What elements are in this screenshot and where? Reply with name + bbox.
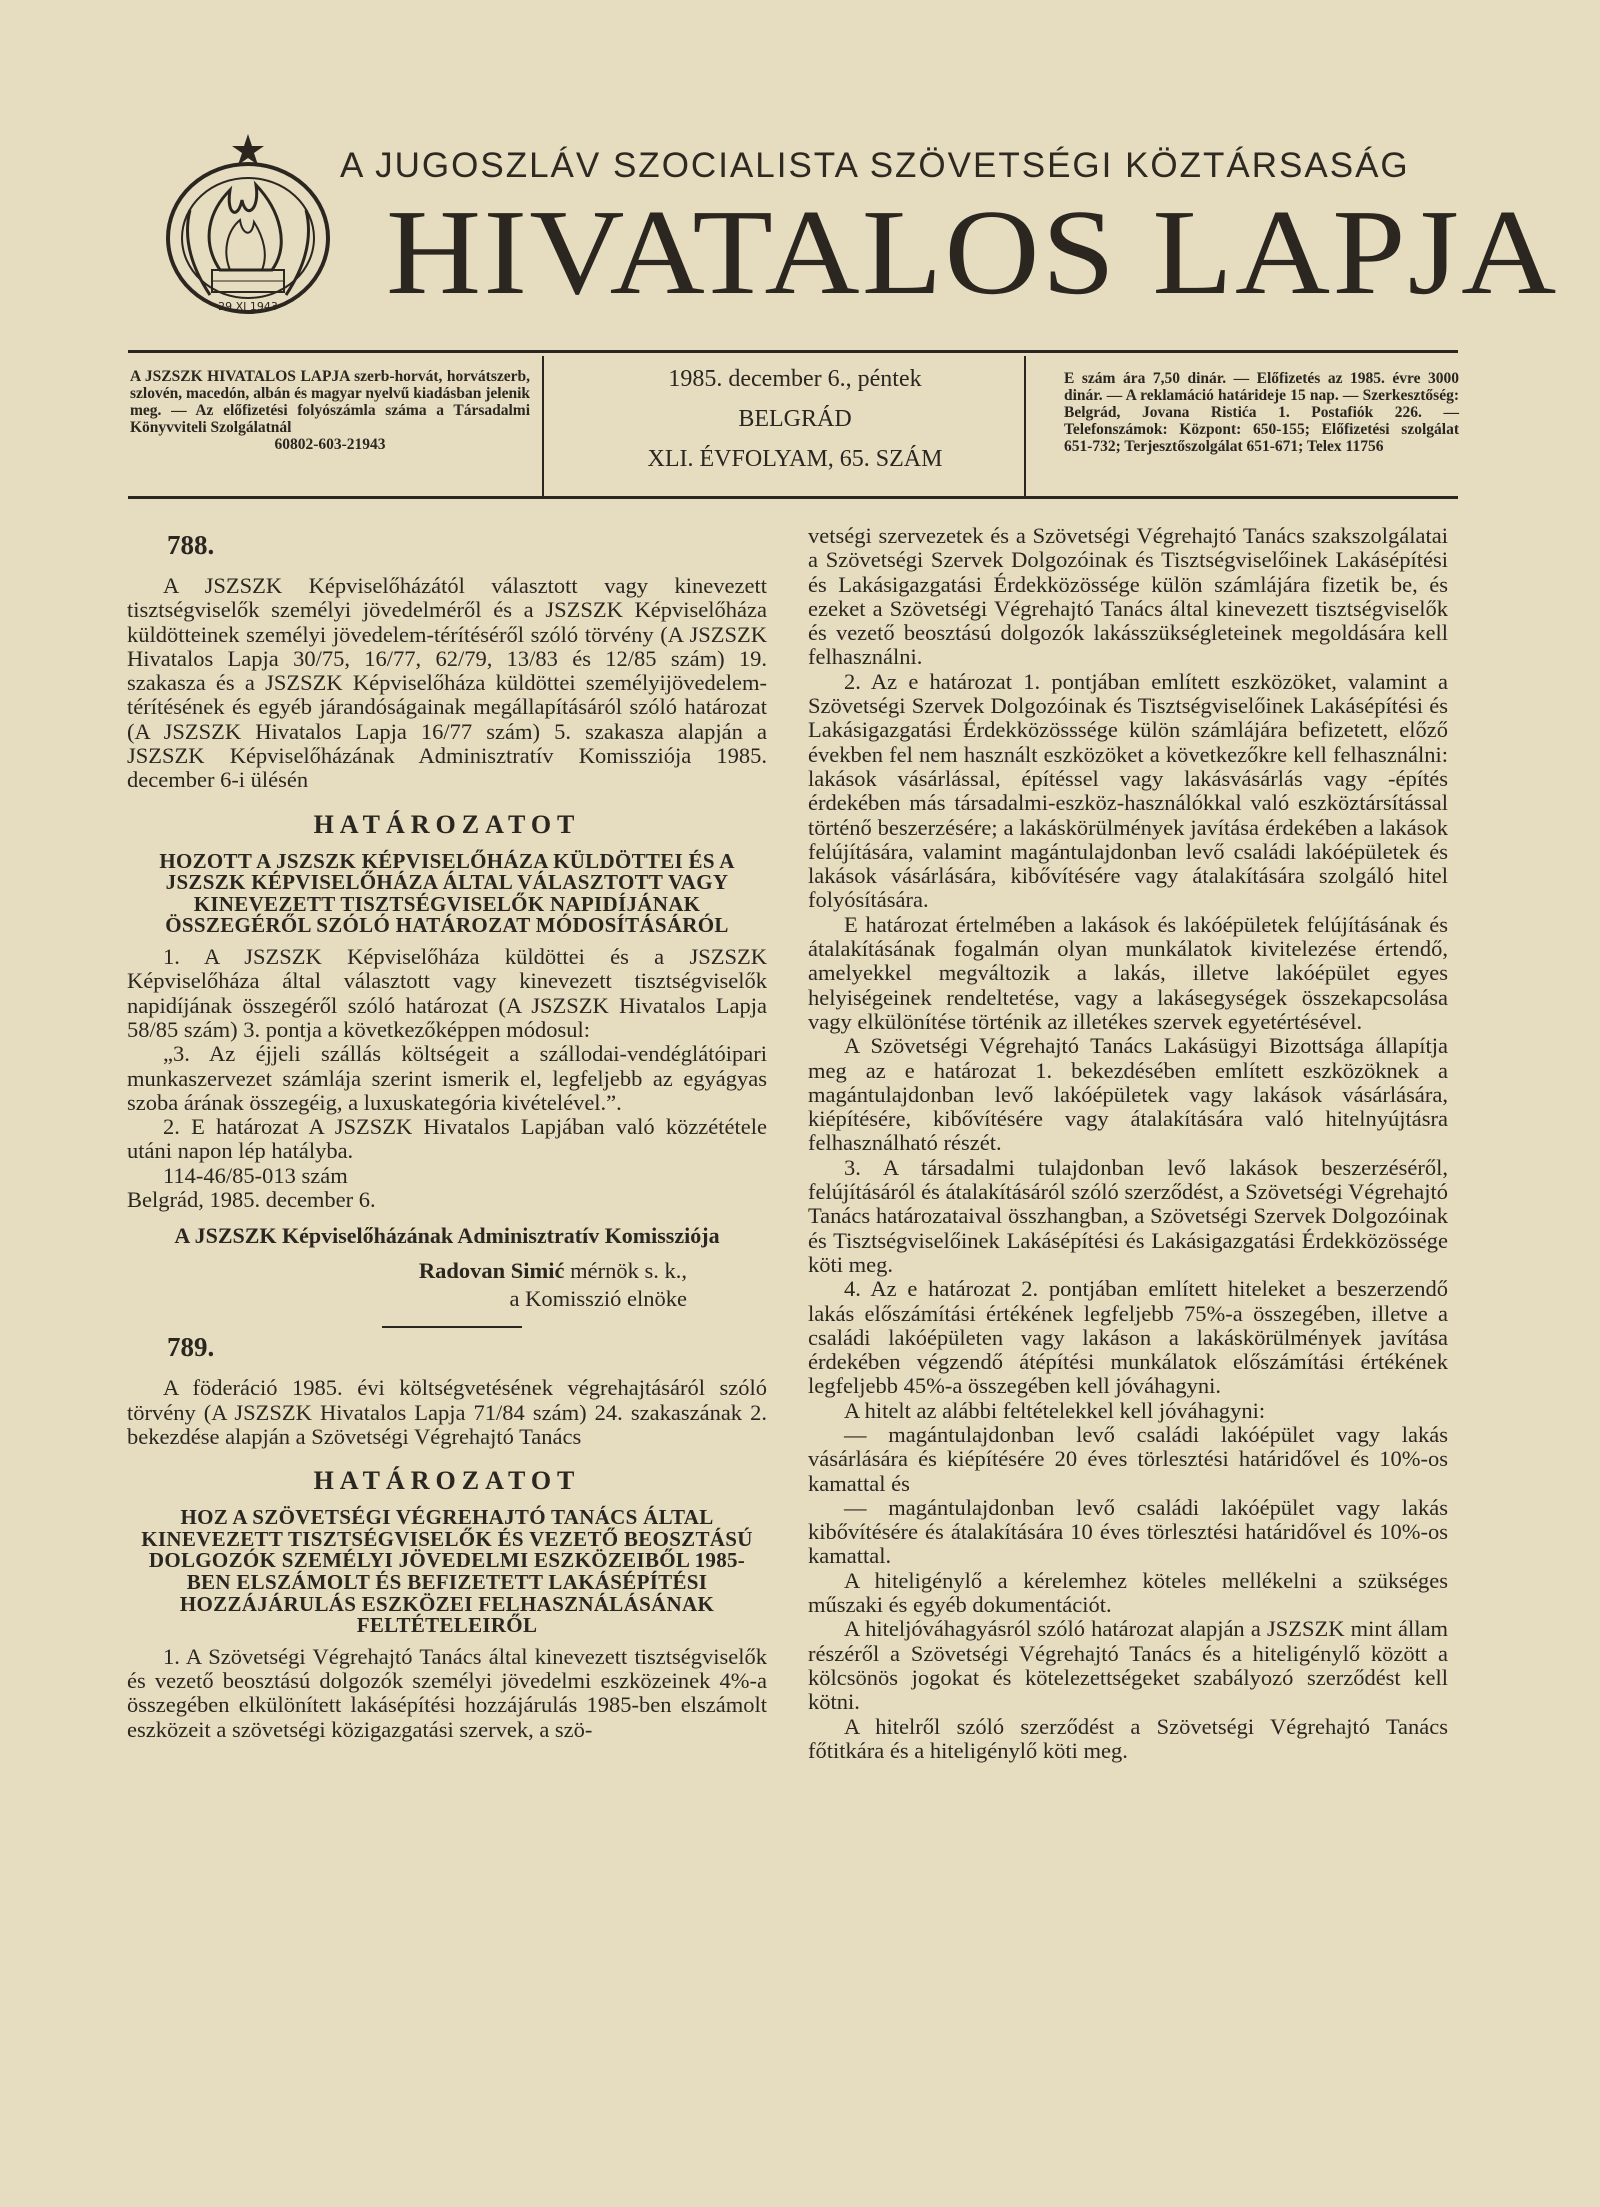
signatory-organization: A JSZSZK Képviselőházának Adminisztratív Komissziója [174,1223,720,1249]
item-number-789: 789. [167,1332,215,1363]
reference-date: Belgrád, 1985. december 6. [127,1187,376,1213]
item-number-788: 788. [167,530,215,560]
issue-volume: XLI. ÉVFOLYAM, 65. SZÁM [647,446,943,472]
info-divider-left [542,356,544,498]
masthead-rule-top [128,350,1458,353]
paragraph-789-2: 2. Az e határozat 1. pontjában említett eszközöket, valamint a Szövetségi Szervek Dolgozóinak és Tisztségviselőinek Lakásépítési és Lakásigazgatási Érdekközösssége külön számlájára befizetett, előző években fel nem használt eszközöket a következőkre kell felhasználni: lakások vásárlással, építéssel vagy lakásvásárlás vagy -építés érdekében más társadalmi-eszköz-használókkal való eszköztársítással történő beszerzésére; a lakáskörülmények javítása érdekében a lakások felújítására, valamint magántulajdonban levő családi lakóépületek és lakások vásárlására, kibővítésére vagy átalakítására szolgáló hitel folyósítására. [808,668,1448,913]
heading-hatarozatot-789: HATÁROZATOT [313,1466,581,1496]
paragraph-789-2-definition: E határozat értelmében a lakások és lakóépületek felújításának és átalakításának fogalmán olyan munkálatok kivitelezése értendő, amelyekkel megváltozik a lakás, illetve lakóépület egyes helyiségeinek rendeltetése, vagy a lakásegységek összekapcsolása vagy elkülönítése történik az illetékes szervek egyetértésével. [808,911,1448,1034]
paragraph-789-1-cont: vetségi szervezetek és a Szövetségi Végrehajtó Tanács szakszolgálatai a Szövetségi Szervek Dolgozóinak és Tisztségviselőinek Lakásépítési és Lakásigazgatási Érdekközössége külön számlájára fizetik be, és ezeket a Szövetségi Végrehajtó Tanács által kinevezett tisztségviselők és vezető beosztású dolgozók lakásszükségleteinek megoldására kell felhasználni. [808,523,1448,670]
intro-788: A JSZSZK Képviselőházától választott vagy kinevezett tisztségviselők személyi jövedelméről és a JSZSZK Képviselőháza küldötteinek személyi jövedelem-térítéséről szóló törvény (A JSZSZK Hivatalos Lapja 30/75, 16/77, 62/79, 13/83 és 12/85 szám) 19. szakasza és a JSZSZK Képviselőháza küldöttei személyijövedelem-térítésének és egyéb járandóságainak megállapításáról szóló határozat (A JSZSZK Hivatalos Lapja 16/77 szám) 5. szakasza alapján a JSZSZK Képviselőházának Adminisztratív Komissziója 1985. december 6-i ülésén [127,573,767,793]
right-column [808,524,1448,1763]
paragraph-789-4-conditions: A hitelt az alábbi feltételekkel kell jóváhagyni: [844,1397,1266,1423]
issue-info [560,366,1030,486]
paragraph-788-quote: „3. Az éjjeli szállás költségeit a szállodai-vendéglátóipari munkaszervezet számlája szerint ismerik el, legfeljebb az egyágyas szoba árának összegéig, a luxuskategória kivételével.”. [127,1041,767,1115]
paragraph-contract: A hiteljóváhagyásról szóló határozat alapján a JSZSZK mint állam részéről a Szövetségi Végrehajtó Tanács és a hiteligénylő között a kölcsönös jogokat és kötelezettségeket szabályozó szerződést kell kötni. [808,1616,1448,1715]
paragraph-789-2-committee: A Szövetségi Végrehajtó Tanács Lakásügyi Bizottsága állapítja meg az e határozat 1. bekezdésében említett eszközöknek a magántulajdonban levő lakóépületek vagy lakások vásárlására, kiépítésére, kibővítésére vagy átalakítására való hitelnyújtásra felhasználható részét. [808,1033,1448,1156]
emblem-date: 29 XI 1943 [218,300,278,313]
issue-date: 1985. december 6., péntek [668,366,922,392]
condition-extension: — magántulajdonban levő családi lakóépület vagy lakás kibővítésére és átalakítására 10 éves törlesztési határidővel és 10%-os kamattal. [808,1494,1448,1569]
paragraph-789-1: 1. A Szövetségi Végrehajtó Tanács által kinevezett tisztségviselők és vezető beosztású dolgozók személyi jövedelmi eszközeinek 4%-a összegében elkülönített lakásépítési hozzájárulás 1985-ben elszámolt eszközeit a szövetségi közigazgatási szervek, a szö- [127,1643,767,1742]
signatory [127,1256,687,1286]
subtitle-789: HOZ A SZÖVETSÉGI VÉGREHAJTÓ TANÁCS ÁLTAL KINEVEZETT TISZTSÉGVISELŐK ÉS VEZETŐ BEOSZTÁSÚ DOLGOZÓK SZEMÉLYI JÖVEDELMI ESZKÖZEIBŐL 1985-BEN ELSZÁMOLT ÉS BEFIZETETT LAKÁSÉPÍTÉSI HOZZÁJÁRULÁS ESZKÖZEI FELHASZNÁLÁSÁNAK FELTÉTELEIRŐL [141,1505,753,1638]
condition-purchase: — magántulajdonban levő családi lakóépület vagy lakás vásárlására és kiépítésére 20 éves törlesztési határidővel és 10%-os kamattal és [808,1421,1448,1496]
paragraph-contract-signing: A hitelről szóló szerződést a Szövetségi Végrehajtó Tanács főtitkára és a hiteligénylő köti meg. [808,1713,1448,1763]
price-contact-info: E szám ára 7,50 dinár. — Előfizetés az 1985. évre 3000 dinár. — A reklamáció határideje 15 nap. — Szerkesztőség: Belgrád, Jovana Ristića 1. Postafiók 226. — Telefonszámok: Központ: 650-155; Előfizetési szolgálat 651-732; Terjesztőszolgálat 651-671; Telex 11756 [1064,370,1459,455]
intro-789: A föderáció 1985. évi költségvetésének végrehajtásáról szóló törvény (A JSZSZK Hivatalos Lapja 71/84 szám) 24. szakaszának 2. bekezdése alapján a Szövetségi Végrehajtó Tanács [127,1375,767,1449]
publication-info [130,368,530,453]
paragraph-789-3: 3. A társadalmi tulajdonban levő lakások beszerzéséről, felújításáról és átalakításáról szóló szerződést, a Szövetségi Végrehajtó Tanács határozataival összhangban, a Szövetségi Szervek Dolgozóinak és Tisztségviselőinek Lakásépítési és Lakásigazgatási Érdekközössége köti meg. [808,1154,1448,1277]
signatory-name: Radovan Simić [418,1258,565,1284]
masthead-rule-bottom [128,496,1458,499]
section-divider [382,1326,522,1328]
gazette-title: HIVATALOS LAPJA [386,185,1559,320]
paragraph-789-4: 4. Az e határozat 2. pontjában említett hiteleket a beszerzendő lakás előszámítási értékének legfeljebb 75%-a összegében, illetve a családi lakóépületen vagy lakáson a lakáskörülmények javítása érdekében végzendő átépítési munkálatok előszámítási értékének legfeljebb 45%-a összegében kell jóváhagyni. [808,1276,1448,1399]
paragraph-788-2: 2. E határozat A JSZSZK Hivatalos Lapjában való közzététele utáni napon lép hatályba. [127,1114,767,1164]
republic-name: A JUGOSZLÁV SZOCIALISTA SZÖVETSÉGI KÖZTÁRSASÁG [340,146,1410,185]
signatory-role: a Komisszió elnöke [509,1286,687,1312]
left-column [127,530,767,1742]
state-emblem-icon [160,130,336,330]
signatory-title: mérnök s. k., [570,1258,687,1284]
issue-city: BELGRÁD [738,406,852,432]
reference-number: 114-46/85-013 szám [163,1162,348,1188]
account-number: 60802-603-21943 [274,436,386,453]
paragraph-788-1: 1. A JSZSZK Képviselőháza küldöttei és a JSZSZK Képviselőháza által választott vagy kinevezett tisztségviselők napidíjának összegéről szóló határozat (A JSZSZK Hivatalos Lapja 58/85 szám) 3. pontja a következőképpen módosul: [127,944,767,1042]
paragraph-documentation: A hiteligénylő a kérelemhez köteles mellékelni a szükséges műszaki és egyéb dokumentációt. [808,1567,1448,1618]
heading-hatarozatot-788: HATÁROZATOT [313,809,581,839]
subtitle-788: HOZOTT A JSZSZK KÉPVISELŐHÁZA KÜLDÖTTEI ÉS A JSZSZK KÉPVISELŐHÁZA ÁLTAL VÁLASZTOTT VAGY KINEVEZETT TISZTSÉGVISELŐK NAPIDÍJÁNAK ÖSSZEGÉRŐL SZÓLÓ HATÁROZAT MÓDOSÍTÁSÁRÓL [159,848,735,938]
publication-info-text: A JSZSZK HIVATALOS LAPJA szerb-horvát, horvátszerb, szlovén, macedón, albán és magyar nyelvű kiadásban jelenik meg. — Az előfizetési folyószámla száma a Társadalmi Könyvviteli Szolgálatnál [130,368,530,436]
